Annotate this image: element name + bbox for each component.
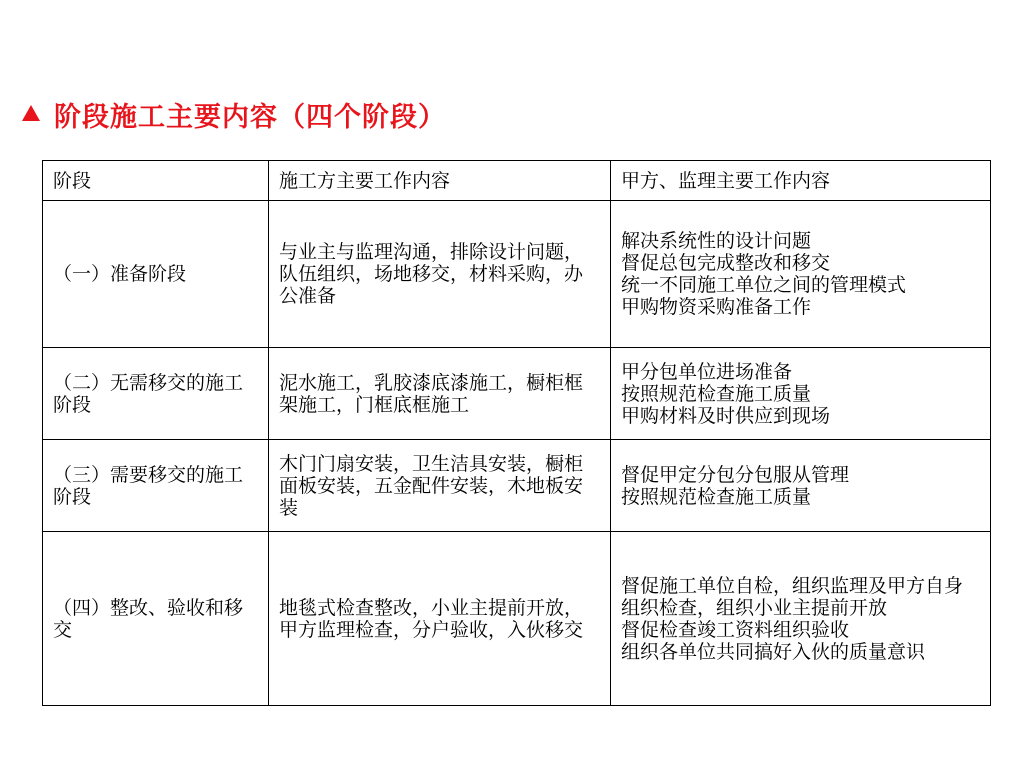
contractor-cell: 木门门扇安装，卫生洁具安装，橱柜面板安装，五金配件安装，木地板安装 <box>269 440 611 532</box>
contractor-cell: 地毯式检查整改，小业主提前开放，甲方监理检查，分户验收，入伙移交 <box>269 532 611 706</box>
owner-line: 组织各单位共同搞好入伙的质量意识 <box>621 640 926 663</box>
owner-cell <box>611 532 991 706</box>
contractor-cell: 泥水施工，乳胶漆底漆施工，橱柜框架施工，门框底框施工 <box>269 348 611 440</box>
owner-line: 甲购材料及时供应到现场 <box>621 404 831 427</box>
stage-cell: （二）无需移交的施工阶段 <box>43 348 269 440</box>
page-title-text: 阶段施工主要内容（四个阶段） <box>54 101 446 133</box>
table-row <box>43 201 991 348</box>
contractor-cell: 与业主与监理沟通，排除设计问题，队伍组织，场地移交，材料采购，办公准备 <box>269 201 611 348</box>
owner-line: 督促检查竣工资料组织验收 <box>621 618 850 641</box>
owner-cell <box>611 348 991 440</box>
table-row <box>43 440 991 532</box>
owner-cell <box>611 201 991 348</box>
header-owner-supervisor-work: 甲方、监理主要工作内容 <box>611 161 991 201</box>
table-header-row <box>43 161 991 201</box>
owner-cell <box>611 440 991 532</box>
owner-line: 甲购物资采购准备工作 <box>621 296 812 318</box>
stage-cell: （三）需要移交的施工阶段 <box>43 440 269 532</box>
stage-table <box>42 160 991 706</box>
owner-line: 按照规范检查施工质量 <box>621 485 812 508</box>
owner-line: 甲分包单位进场准备 <box>621 360 793 383</box>
owner-line: 统一不同施工单位之间的管理模式 <box>621 274 907 296</box>
owner-line: 督促施工单位自检，组织监理及甲方自身组织检查，组织小业主提前开放 <box>621 574 964 619</box>
owner-line: 按照规范检查施工质量 <box>621 382 812 405</box>
header-stage: 阶段 <box>43 161 269 201</box>
owner-line: 督促甲定分包分包服从管理 <box>621 463 850 486</box>
owner-line: 解决系统性的设计问题 <box>621 230 812 252</box>
table-row <box>43 532 991 706</box>
triangle-bullet-icon <box>22 105 40 121</box>
stage-cell: （四）整改、验收和移交 <box>43 532 269 706</box>
stage-cell: （一）准备阶段 <box>43 201 269 348</box>
page-title <box>22 94 446 134</box>
header-contractor-work: 施工方主要工作内容 <box>269 161 611 201</box>
owner-line: 督促总包完成整改和移交 <box>621 252 831 274</box>
table-row <box>43 348 991 440</box>
